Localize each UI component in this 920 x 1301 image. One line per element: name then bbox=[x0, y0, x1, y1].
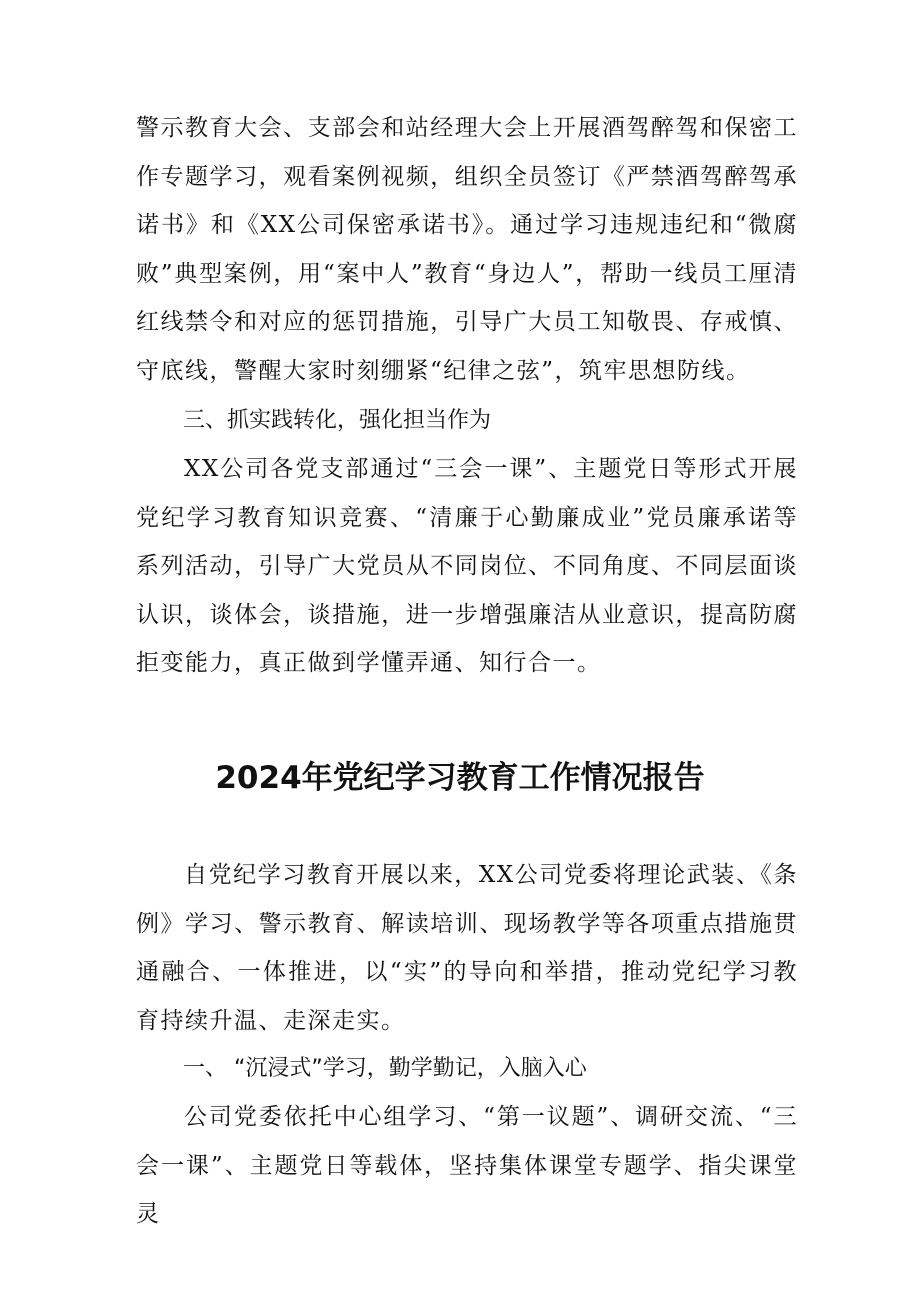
paragraph-party-branch-activities: XX公司各党支部通过“三会一课”、主题党日等形式开展党纪学习教育知识竞赛、“清廉于心勤廉成业”党员廉承诺等系列活动，引导广大党员从不同岗位、不同角度、不同层面谈认识，谈体会，谈措施，进一步增强廉洁从业意识，提高防腐拒变能力，真正做到学懂弄通、知行合一。 bbox=[136, 456, 798, 676]
paragraph-report-intro: 自党纪学习教育开展以来，XX公司党委将理论武装、《条例》学习、警示教育、解读培训、现场教学等各项重点措施贯通融合、一体推进，以“实”的导向和举措，推动党纪学习教育持续升温、走深走实。 bbox=[136, 862, 798, 1034]
paragraph-warning-education: 警示教育大会、支部会和站经理大会上开展酒驾醉驾和保密工作专题学习，观看案例视频，组织全员签订《严禁酒驾醉驾承诺书》和《XX公司保密承诺书》。通过学习违规违纪和“微腐败”典型案例，用“案中人”教育“身边人”，帮助一线员工厘清红线禁令和对应的惩罚措施，引导广大员工知敬畏、存戒慎、守底线，警醒大家时刻绷紧“纪律之弦”，筑牢思想防线。 bbox=[136, 115, 798, 384]
section-heading-immersive-learning: 一、 “沉浸式”学习，勤学勤记，入脑入心 bbox=[183, 1056, 587, 1081]
section-heading-practice: 三、抓实践转化，强化担当作为 bbox=[183, 408, 492, 433]
report-title: 2024年党纪学习教育工作情况报告 bbox=[215, 760, 705, 796]
paragraph-party-committee-learning: 公司党委依托中心组学习、“第一议题”、调研交流、“三会一课”、主题党日等载体，坚持集体课堂专题学、指尖课堂灵 bbox=[136, 1104, 798, 1227]
